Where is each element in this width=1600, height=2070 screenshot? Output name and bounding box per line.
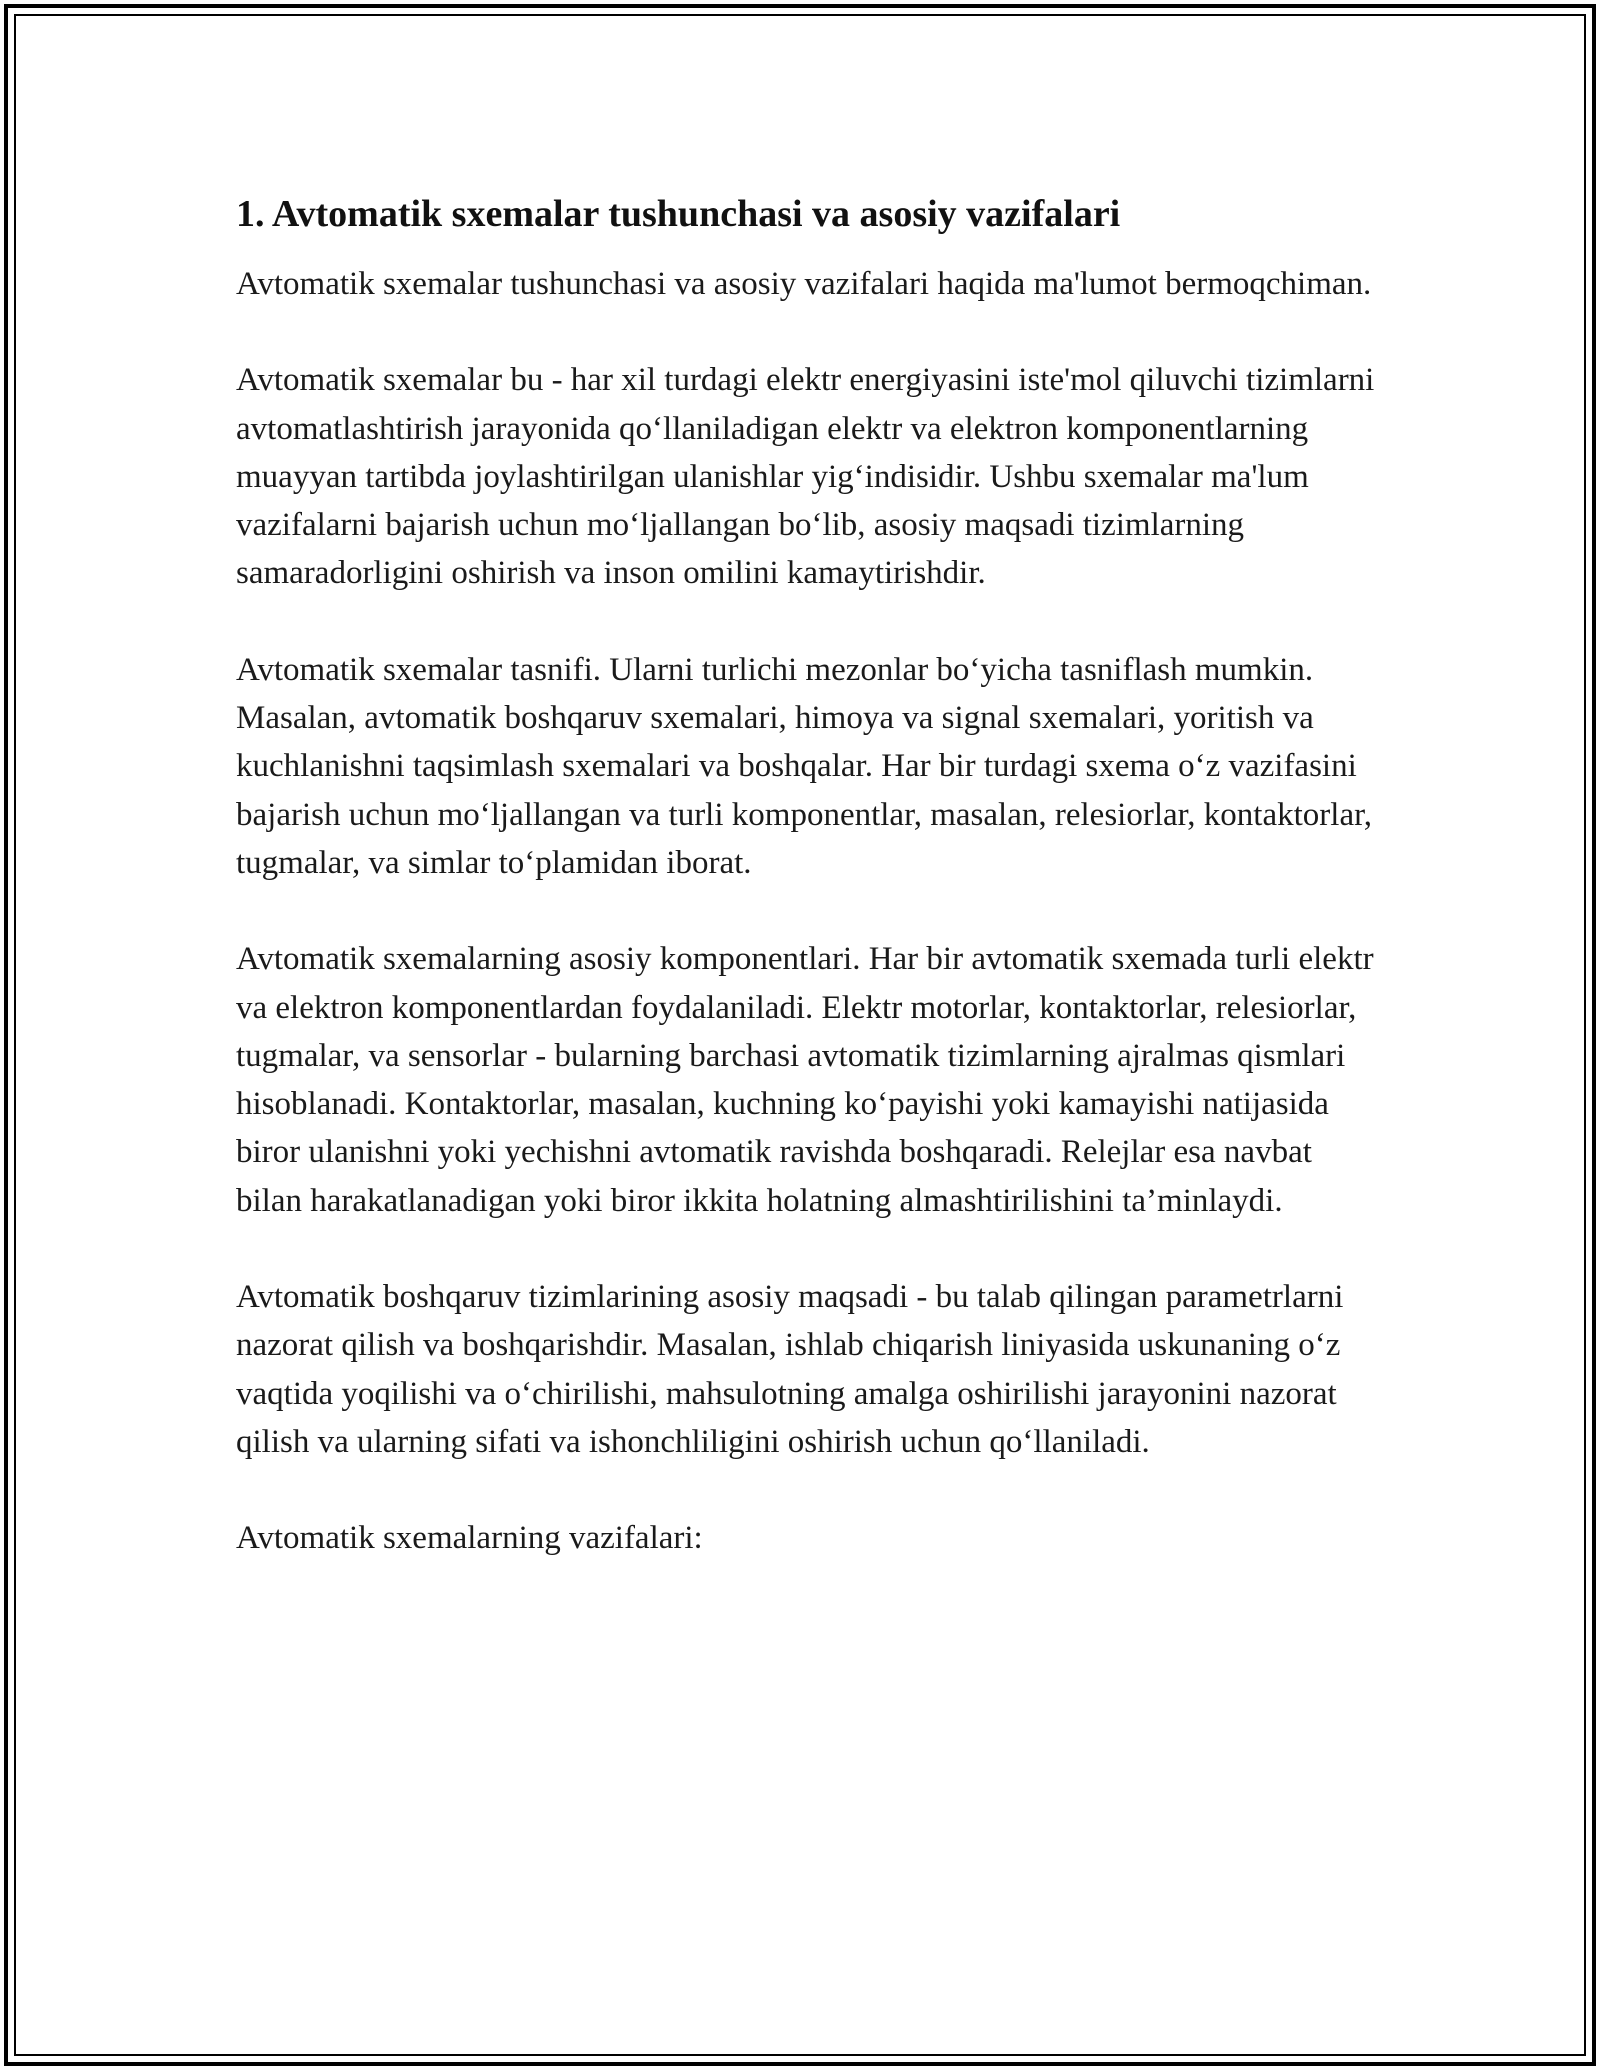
paragraph-functions-lead: Avtomatik sxemalarning vazifalari: <box>236 1520 703 1557</box>
paragraph-intro: Avtomatik sxemalar tushunchasi va asosiy vazifalari haqida ma'lumot bermoqchiman. <box>236 266 1372 302</box>
paragraph-definition: Avtomatik sxemalar bu - har xil turdagi elektr energiyasini iste'mol qiluvchi tizimlarni avtomatlashtirish jarayonida qo‘llaniladigan elektr va elektron komponentlarning muayyan tartibda joylashtirilgan ulanishlar yig‘indisidir. Ushbu sxemalar ma'lum vazifalarni bajarish uchun mo‘ljallangan bo‘lib, asosiy maqsadi tizimlarning samaradorligini oshirish va inson omilini kamaytirishdir. <box>236 362 1375 592</box>
document-body <box>236 190 1376 1563</box>
paragraph-components: Avtomatik sxemalarning asosiy komponentlari. Har bir avtomatik sxemada turli elektr va elektron komponentlardan foydalaniladi. Elektr motorlar, kontaktorlar, relesiorlar, tugmalar, va sensorlar - bularning barchasi avtomatik tizimlarning ajralmas qismlari hisoblanadi. Kontaktorlar, masalan, kuchning ko‘payishi yoki kamayishi natijasida biror ulanishni yoki yechishni avtomatik ravishda boshqaradi. Relejlar esa navbat bilan harakatlanadigan yoki biror ikkita holatning almashtirilishini ta’minlaydi. <box>236 941 1374 1219</box>
paragraph-control-purpose: Avtomatik boshqaruv tizimlarining asosiy maqsadi - bu talab qilingan parametrlarni nazorat qilish va boshqarishdir. Masalan, ishlab chiqarish liniyasida uskunaning o‘z vaqtida yoqilishi va o‘chirilishi, mahsulotning amalga oshirilishi jarayonini nazorat qilish va ularning sifati va ishonchliligini oshirish uchun qo‘llaniladi. <box>236 1279 1344 1460</box>
section-heading: 1. Avtomatik sxemalar tushunchasi va asosiy vazifalari <box>236 193 1121 235</box>
paragraph-classification: Avtomatik sxemalar tasnifi. Ularni turlichi mezonlar bo‘yicha tasniflash mumkin. Masalan, avtomatik boshqaruv sxemalari, himoya va signal sxemalari, yoritish va kuchlanishni taqsimlash sxemalari va boshqalar. Har bir turdagi sxema o‘z vazifasini bajarish uchun mo‘ljallangan va turli komponentlar, masalan, relesiorlar, kontaktorlar, tugmalar, va simlar to‘plamidan iborat. <box>236 651 1373 881</box>
